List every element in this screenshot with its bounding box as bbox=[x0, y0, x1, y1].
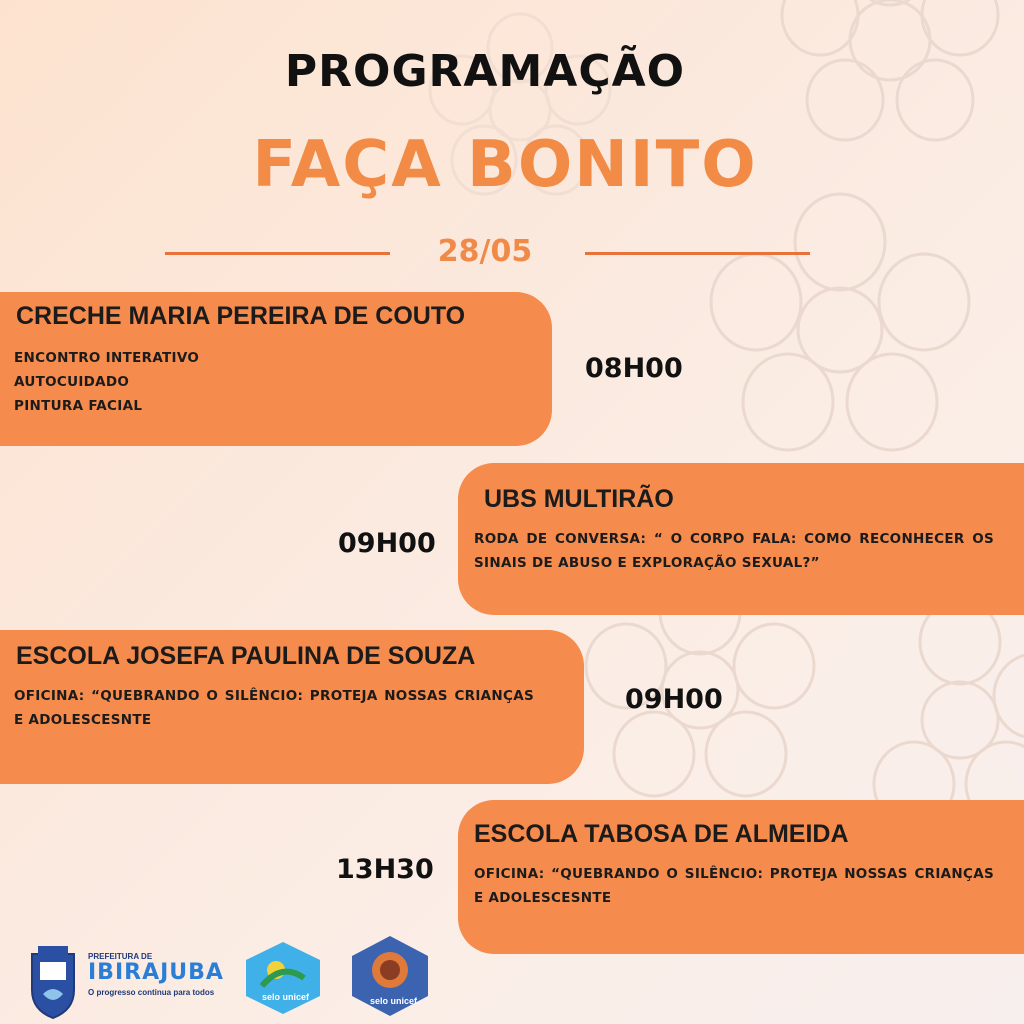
event-description: OFICINA: “QUEBRANDO O SILÊNCIO: PROTEJA NOSSAS CRIANÇAS E ADOLESCESNTE bbox=[14, 688, 534, 728]
event-card-escola-tabosa bbox=[458, 800, 1024, 954]
event-time: 09H00 bbox=[338, 528, 436, 559]
seal1-label: selo unicef bbox=[262, 992, 310, 1002]
activity-item: ENCONTRO INTERATIVO bbox=[14, 350, 200, 366]
event-time: 08H00 bbox=[585, 353, 683, 384]
event-activities bbox=[14, 346, 199, 418]
city-name: IBIRAJUBA bbox=[88, 960, 224, 985]
event-location: UBS MULTIRÃO bbox=[484, 485, 674, 513]
event-time: 09H00 bbox=[625, 684, 723, 715]
page-title: PROGRAMAÇÃO bbox=[284, 46, 686, 97]
event-time: 13H30 bbox=[336, 854, 434, 885]
city-slogan: O progresso continua para todos bbox=[88, 988, 215, 997]
event-location: ESCOLA JOSEFA PAULINA DE SOUZA bbox=[16, 642, 476, 670]
event-date: 28/05 bbox=[437, 234, 533, 269]
city-crest-icon bbox=[28, 944, 78, 1020]
event-card-creche bbox=[0, 292, 552, 446]
divider-right bbox=[585, 252, 810, 255]
campaign-title: FAÇA BONITO bbox=[252, 128, 758, 202]
event-description: OFICINA: “QUEBRANDO O SILÊNCIO: PROTEJA NOSSAS CRIANÇAS E ADOLESCESNTE bbox=[474, 866, 994, 906]
unicef-seal-icon bbox=[242, 940, 324, 1016]
activity-item: PINTURA FACIAL bbox=[14, 398, 143, 414]
divider-left bbox=[165, 252, 390, 255]
activity-item: AUTOCUIDADO bbox=[14, 374, 130, 390]
event-card-escola-josefa bbox=[0, 630, 584, 784]
event-location: ESCOLA TABOSA DE ALMEIDA bbox=[474, 820, 849, 848]
event-description: RODA DE CONVERSA: “ O CORPO FALA: COMO RECONHECER OS SINAIS DE ABUSO E EXPLORAÇÃO SEXUAL?” bbox=[474, 531, 994, 571]
seal2-label: selo unicef bbox=[370, 996, 418, 1006]
footer-logos bbox=[28, 940, 448, 1024]
event-card-ubs bbox=[458, 463, 1024, 615]
event-location: CRECHE MARIA PEREIRA DE COUTO bbox=[16, 302, 466, 330]
prefeitura-label: PREFEITURA DE bbox=[88, 952, 153, 961]
